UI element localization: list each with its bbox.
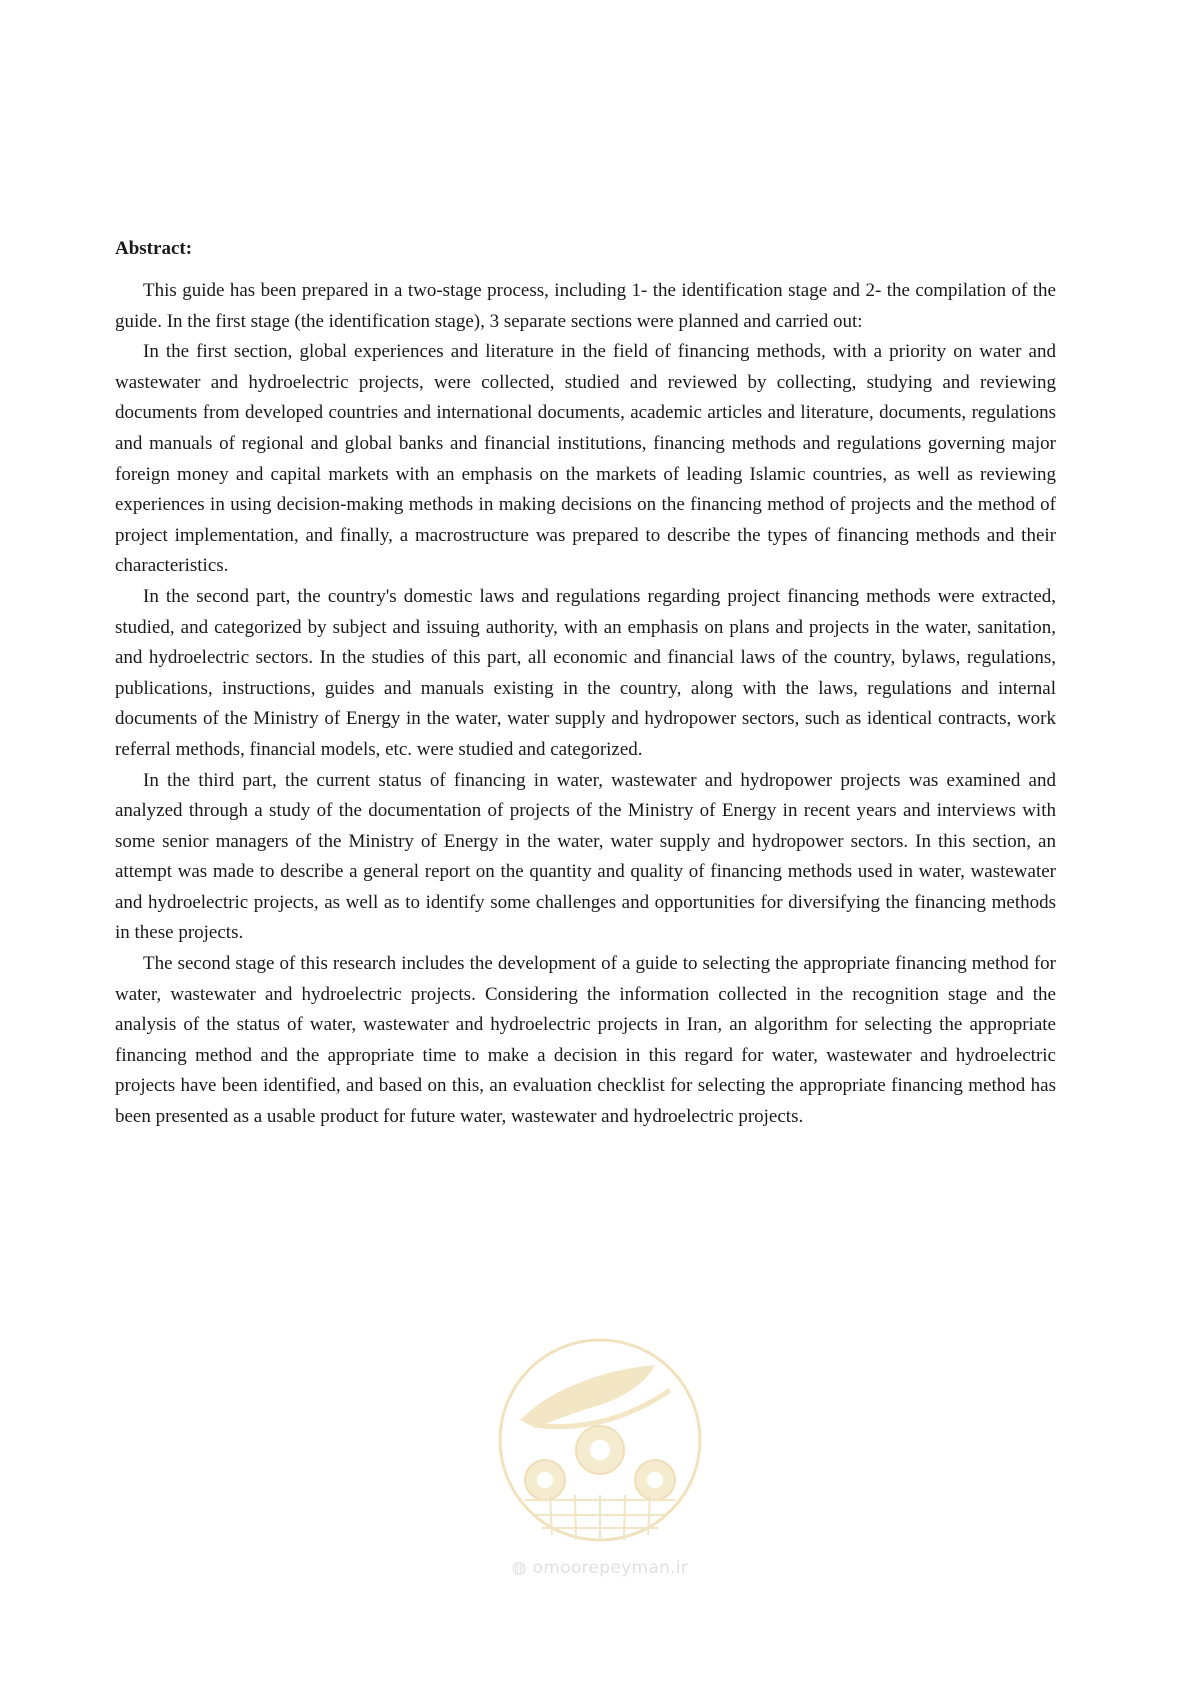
abstract-section xyxy=(115,234,1056,1133)
watermark-url-text: omoorepeyman.ir xyxy=(532,1558,689,1578)
paragraph-1: This guide has been prepared in a two-stage process, including 1- the identification stage and 2- the compilation of the guide. In the first stage (the identification stage), 3 separate sections were planned and carried out: xyxy=(115,280,1056,332)
watermark-url xyxy=(480,1558,720,1578)
abstract-heading-colon: : xyxy=(185,238,193,259)
paragraph-4: In the third part, the current status of financing in water, wastewater and hydropower projects was examined and analyzed through a study of the documentation of projects of the Ministry of Energy in recent years and interviews with some senior managers of the Ministry of Energy in the water, water supply and hydropower sectors. In this section, an attempt was made to describe a general report on the quantity and quality of financing methods used in water, wastewater and hydroelectric projects, as well as to identify some challenges and opportunities for diversifying the financing methods in these projects. xyxy=(115,769,1056,944)
paragraph-5: The second stage of this research includes the development of a guide to selecting the appropriate financing method for water, wastewater and hydroelectric projects. Considering the information collected in the recognition stage and the analysis of the status of water, wastewater and hydroelectric projects in Iran, an algorithm for selecting the appropriate financing method and the appropriate time to make a decision in this regard for water, wastewater and hydroelectric projects have been identified, and based on this, an evaluation checklist for selecting the appropriate financing method has been presented as a usable product for future water, wastewater and hydroelectric projects. xyxy=(115,953,1056,1128)
paragraph-3: In the second part, the country's domestic laws and regulations regarding project financing methods were extracted, studied, and categorized by subject and issuing authority, with an emphasis on plans and projects in the water, sanitation, and hydroelectric sectors. In the studies of this part, all economic and financial laws of the country, bylaws, regulations, publications, instructions, guides and manuals existing in the country, along with the laws, regulations and internal documents of the Ministry of Energy in the water, water supply and hydropower sectors, such as identical contracts, work referral methods, financial models, etc. were studied and categorized. xyxy=(115,585,1056,760)
watermark xyxy=(480,1330,720,1600)
watermark-logo-icon xyxy=(480,1330,720,1555)
abstract-heading-text: Abstract xyxy=(115,238,186,259)
paragraph-2: In the first section, global experiences and literature in the field of financing methods, with a priority on water and wastewater and hydroelectric projects, were collected, studied and reviewed by collecting, studying and reviewing documents from developed countries and international documents, academic articles and literature, documents, regulations and manuals of regional and global banks and financial institutions, financing methods and regulations governing major foreign money and capital markets with an emphasis on the markets of leading Islamic countries, as well as reviewing experiences in using decision-making methods in making decisions on the financing method of projects and the method of project implementation, and finally, a macrostructure was prepared to describe the types of financing methods and their characteristics. xyxy=(115,341,1056,577)
globe-icon: ◍ xyxy=(511,1558,527,1578)
abstract-heading xyxy=(115,234,1056,264)
